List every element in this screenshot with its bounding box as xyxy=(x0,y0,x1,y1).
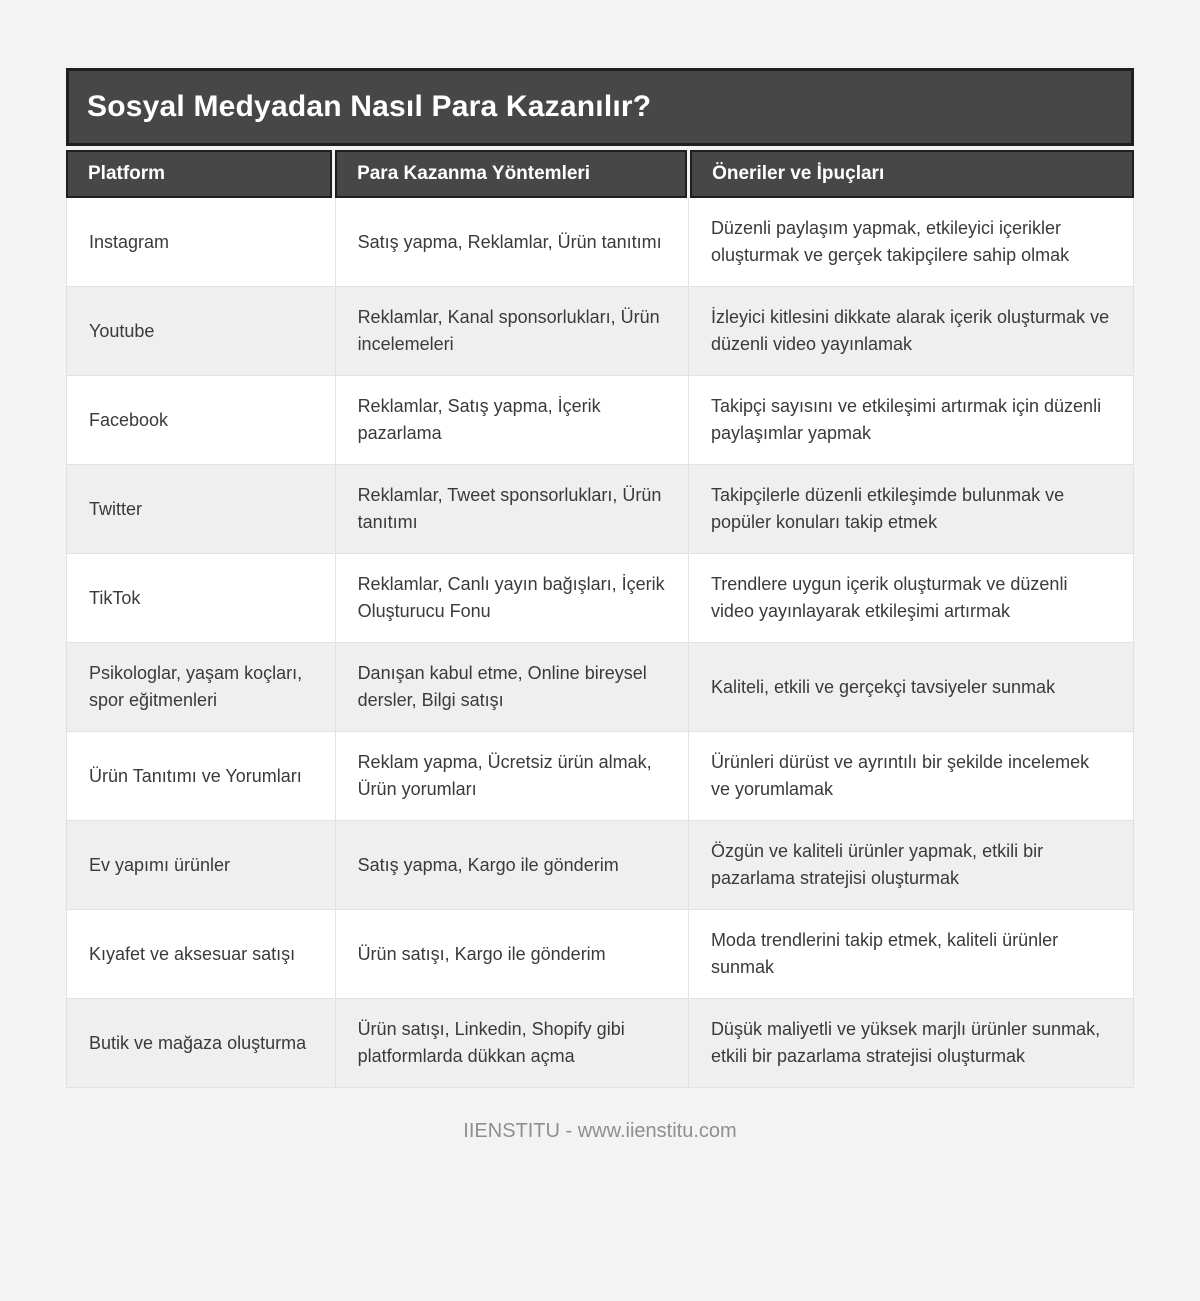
column-header-tips: Öneriler ve İpuçları xyxy=(690,150,1134,198)
table-row xyxy=(67,642,1133,731)
table-row xyxy=(67,286,1133,375)
methods-cell: Reklamlar, Tweet sponsorlukları, Ürün tanıtımı xyxy=(335,465,688,553)
platform-cell: Twitter xyxy=(89,498,143,519)
table-row xyxy=(67,553,1133,642)
tips-cell: Takipçi sayısını ve etkileşimi artırmak için düzenli paylaşımlar yapmak xyxy=(688,376,1133,464)
tips-cell: Özgün ve kaliteli ürünler yapmak, etkili bir pazarlama stratejisi oluşturmak xyxy=(688,821,1133,909)
platform-cell: Youtube xyxy=(89,320,155,341)
tips-cell: Trendlere uygun içerik oluşturmak ve düzenli video yayınlayarak etkileşimi artırmak xyxy=(688,554,1133,642)
tips-cell: Düşük maliyetli ve yüksek marjlı ürünler sunmak, etkili bir pazarlama stratejisi oluşturmak xyxy=(688,999,1133,1087)
tips-cell: Kaliteli, etkili ve gerçekçi tavsiyeler sunmak xyxy=(688,643,1133,731)
tips-cell: Düzenli paylaşım yapmak, etkileyici içerikler oluşturmak ve gerçek takipçilere sahip olmak xyxy=(688,198,1133,286)
methods-cell: Satış yapma, Kargo ile gönderim xyxy=(335,821,688,909)
table-row xyxy=(67,820,1133,909)
footer-text: IIENSTITU - www.iienstitu.com xyxy=(463,1120,737,1142)
table-body xyxy=(66,198,1134,1088)
table-row xyxy=(67,198,1133,286)
methods-cell: Satış yapma, Reklamlar, Ürün tanıtımı xyxy=(335,198,688,286)
content-sheet xyxy=(66,0,1134,1183)
methods-cell: Reklamlar, Kanal sponsorlukları, Ürün incelemeleri xyxy=(335,287,688,375)
platform-cell: TikTok xyxy=(89,587,141,608)
table-row xyxy=(67,375,1133,464)
tips-cell: Takipçilerle düzenli etkileşimde bulunmak ve popüler konuları takip etmek xyxy=(688,465,1133,553)
tips-cell: İzleyici kitlesini dikkate alarak içerik oluşturmak ve düzenli video yayınlamak xyxy=(688,287,1133,375)
methods-cell: Danışan kabul etme, Online bireysel dersler, Bilgi satışı xyxy=(335,643,688,731)
methods-cell: Reklamlar, Canlı yayın bağışları, İçerik Oluşturucu Fonu xyxy=(335,554,688,642)
tips-cell: Ürünleri dürüst ve ayrıntılı bir şekilde incelemek ve yorumlamak xyxy=(688,732,1133,820)
platform-cell: Ürün Tanıtımı ve Yorumları xyxy=(89,765,302,786)
table-row xyxy=(67,731,1133,820)
column-header-platform: Platform xyxy=(66,150,332,198)
platform-cell: Ev yapımı ürünler xyxy=(89,854,231,875)
table-row xyxy=(67,909,1133,998)
methods-cell: Ürün satışı, Kargo ile gönderim xyxy=(335,910,688,998)
platform-cell: Psikologlar, yaşam koçları, spor eğitmenleri xyxy=(89,663,303,710)
table-row xyxy=(67,998,1133,1087)
methods-cell: Reklam yapma, Ücretsiz ürün almak, Ürün yorumları xyxy=(335,732,688,820)
table-row xyxy=(67,464,1133,553)
column-header-methods: Para Kazanma Yöntemleri xyxy=(335,150,687,198)
platform-cell: Kıyafet ve aksesuar satışı xyxy=(89,943,296,964)
platform-cell: Facebook xyxy=(89,409,169,430)
platform-cell: Butik ve mağaza oluşturma xyxy=(89,1032,307,1053)
table-header xyxy=(66,150,1134,198)
page-title: Sosyal Medyadan Nasıl Para Kazanılır? xyxy=(66,68,1134,146)
platform-cell: Instagram xyxy=(89,231,170,252)
tips-cell: Moda trendlerini takip etmek, kaliteli ürünler sunmak xyxy=(688,910,1133,998)
methods-cell: Ürün satışı, Linkedin, Shopify gibi platformlarda dükkan açma xyxy=(335,999,688,1087)
methods-cell: Reklamlar, Satış yapma, İçerik pazarlama xyxy=(335,376,688,464)
